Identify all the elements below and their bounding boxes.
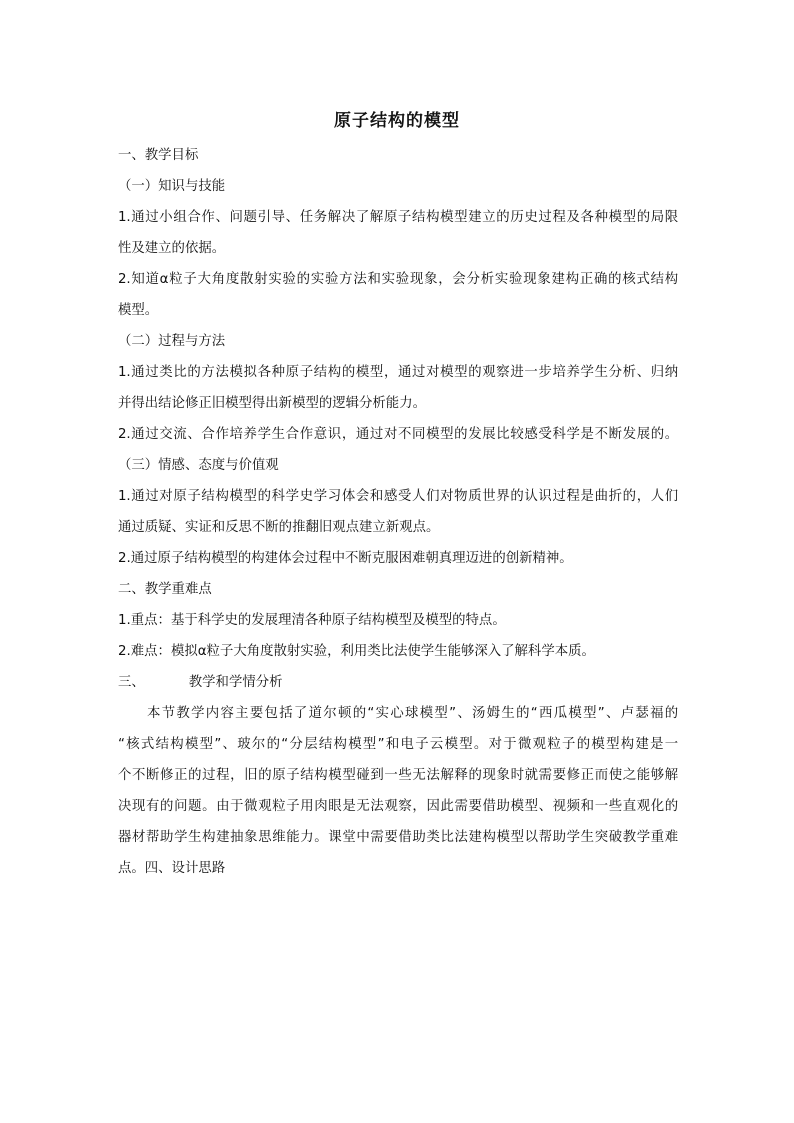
paragraph-line: 2.通过原子结构模型的构建体会过程中不断克服困难朝真理迈进的创新精神。 xyxy=(118,551,573,566)
paragraph-line: 1.重点：基于科学史的发展理清各种原子结构模型及模型的特点。 xyxy=(118,613,506,628)
paragraph-line: 1.通过类比的方法模拟各种原子结构的模型，通过对模型的观察进一步培养学生分析、归纳 xyxy=(118,365,678,380)
paragraph-line: 2.知道α粒子大角度散射实验的实验方法和实验现象，会分析实验现象建构正确的核式结构 xyxy=(118,272,678,287)
paragraph-line: 2.通过交流、合作培养学生合作意识，通过对不同模型的发展比较感受科学是不断发展的。 xyxy=(118,427,678,442)
section-heading-key-difficulties: 二、教学重难点 xyxy=(118,582,212,597)
subsection-heading-process-methods: （二）过程与方法 xyxy=(118,334,226,349)
paragraph-line: 个不断修正的过程，旧的原子结构模型碰到一些无法解释的现象时就需要修正而使之能够解 xyxy=(118,768,678,783)
paragraph-line: 本节教学内容主要包括了道尔顿的“实心球模型”、汤姆生的“西瓜模型”、卢瑟福的 xyxy=(147,706,678,721)
section-number: 三、 xyxy=(118,675,145,690)
paragraph-line: 1.通过小组合作、问题引导、任务解决了解原子结构模型建立的历史过程及各种模型的局限 xyxy=(118,210,678,225)
paragraph-line: 2.难点：模拟α粒子大角度散射实验，利用类比法使学生能够深入了解科学本质。 xyxy=(118,644,595,659)
section-heading-teaching-analysis xyxy=(118,667,678,698)
paragraph-line: 通过质疑、实证和反思不断的推翻旧观点建立新观点。 xyxy=(118,520,440,535)
paragraph-line: 性及建立的依据。 xyxy=(118,241,226,256)
paragraph-line: 器材帮助学生构建抽象思维能力。课堂中需要借助类比法建构模型以帮助学生突破教学重难 xyxy=(118,830,678,845)
paragraph-line: 1.通过对原子结构模型的科学史学习体会和感受人们对物质世界的认识过程是曲折的，人们 xyxy=(118,489,678,504)
paragraph-line: 点。四、设计思路 xyxy=(118,861,226,876)
page-title: 原子结构的模型 xyxy=(334,111,460,131)
section-heading-teaching-goals: 一、教学目标 xyxy=(118,148,199,163)
subsection-heading-emotions-values: （三）情感、态度与价值观 xyxy=(118,458,279,473)
section-heading-text: 教学和学情分析 xyxy=(188,675,283,690)
paragraph-line: 并得出结论修正旧模型得出新模型的逻辑分析能力。 xyxy=(118,396,426,411)
paragraph-line: 决现有的问题。由于微观粒子用肉眼是无法观察，因此需要借助模型、视频和一些直观化的 xyxy=(118,799,678,814)
paragraph-line: “核式结构模型”、玻尔的“分层结构模型”和电子云模型。对于微观粒子的模型构建是一 xyxy=(118,737,678,752)
paragraph-line: 模型。 xyxy=(118,303,159,318)
document-body xyxy=(118,140,678,884)
subsection-heading-knowledge-skills: （一）知识与技能 xyxy=(118,179,226,194)
